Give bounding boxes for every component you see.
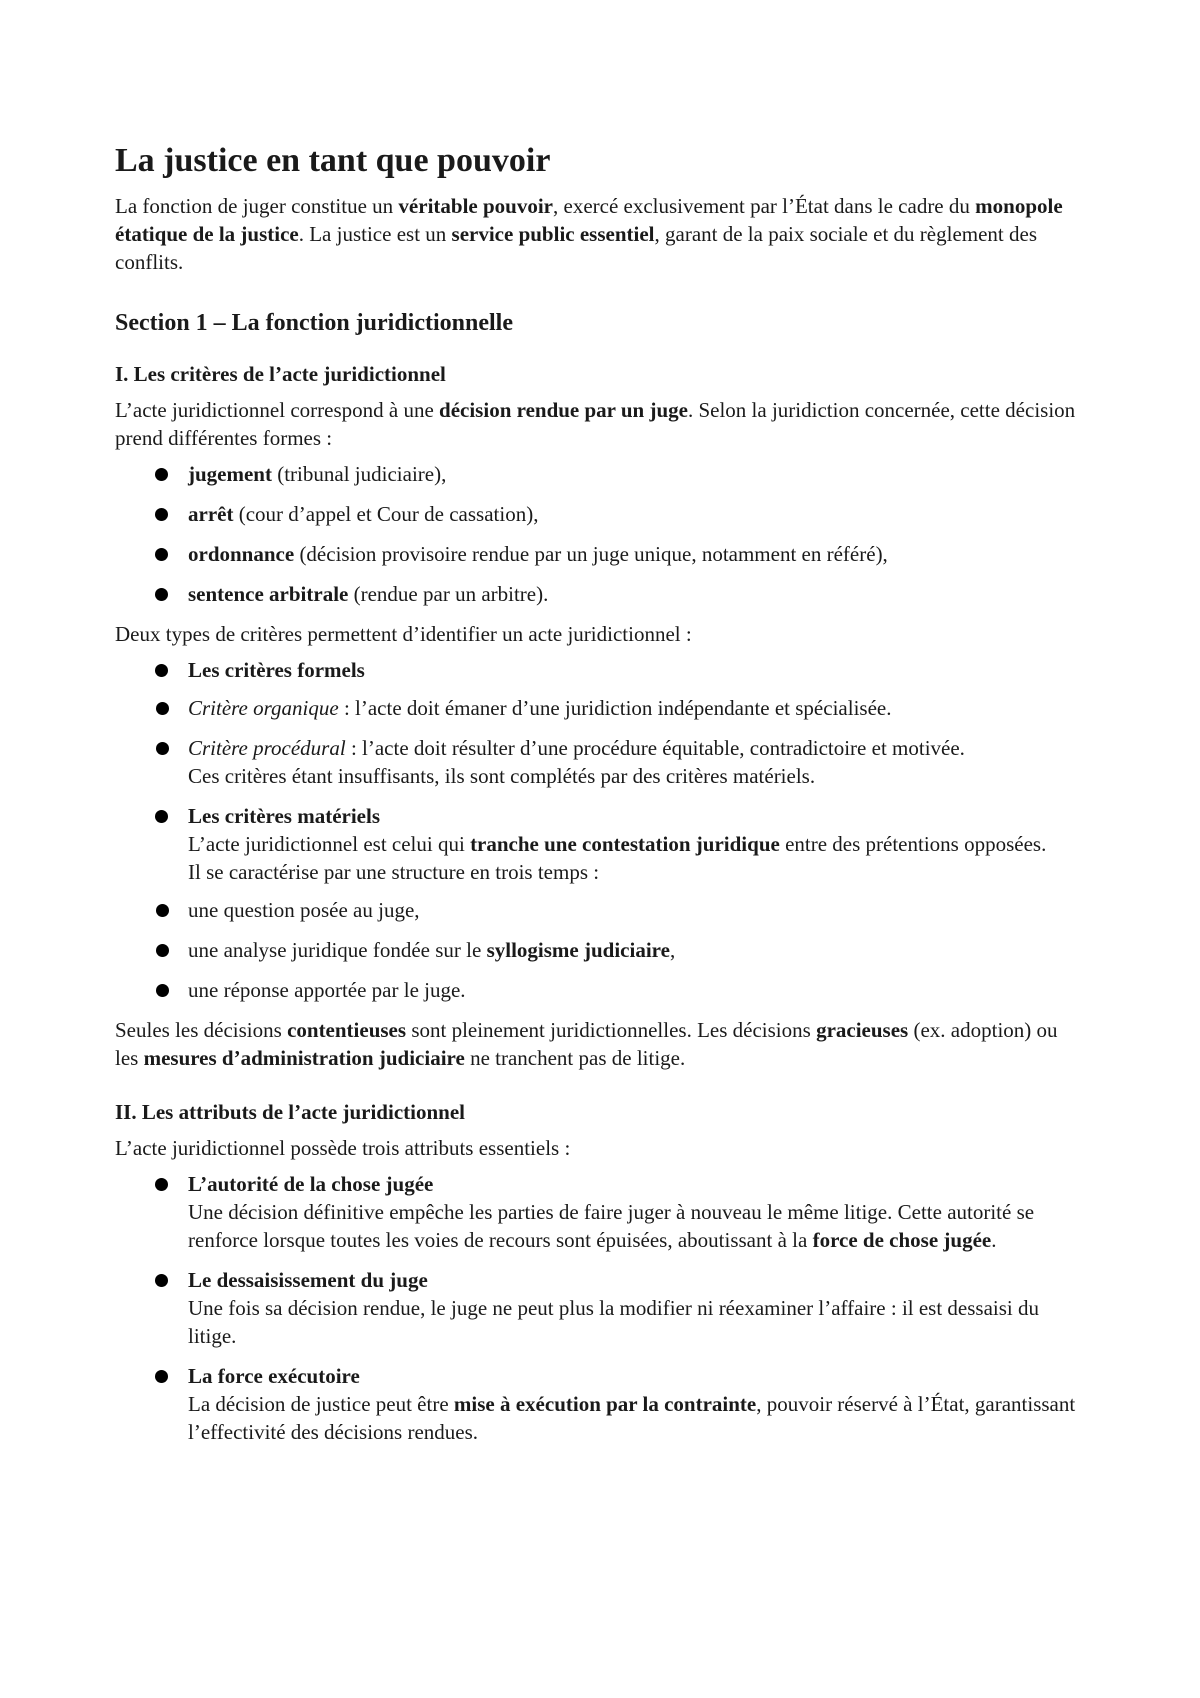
- materiels-sublist: [188, 896, 1085, 1004]
- list-item: La force exécutoire La décision de justice peut être mise à exécution par la contrainte, pouvoir réservé à l’État, garantissant l’effectivité des décisions rendues.: [115, 1362, 1085, 1446]
- list-item: Le dessaisissement du juge Une fois sa décision rendue, le juge ne peut plus la modifier ni réexaminer l’affaire : il est dessaisi du litige.: [115, 1266, 1085, 1350]
- page-title: La justice en tant que pouvoir: [115, 142, 551, 179]
- part-ii-paragraph-1: L’acte juridictionnel possède trois attributs essentiels :: [115, 1136, 571, 1160]
- list-item: une réponse apportée par le juge.: [151, 976, 1085, 1004]
- section-heading: Section 1 – La fonction juridictionnelle: [115, 310, 513, 336]
- part-ii-heading: II. Les attributs de l’acte juridictionnel: [115, 1100, 465, 1124]
- part-i-paragraph-1: L’acte juridictionnel correspond à une décision rendue par un juge. Selon la juridiction concernée, cette décision prend différentes formes :: [115, 398, 1076, 450]
- part-i-heading: I. Les critères de l’acte juridictionnel: [115, 362, 446, 386]
- list-item: arrêt (cour d’appel et Cour de cassation),: [115, 500, 1085, 528]
- list-item: L’autorité de la chose jugée Une décision définitive empêche les parties de faire juger à nouveau le même litige. Cette autorité se renforce lorsque toutes les voies de recours sont épuisées, aboutissant à la force de chose jugée.: [115, 1170, 1085, 1254]
- attributes-list: [115, 1170, 1085, 1446]
- list-item: Critère procédural : l’acte doit résulter d’une procédure équitable, contradictoire et motivée. Ces critères étant insuffisants, ils sont complétés par des critères matériels.: [151, 734, 1085, 790]
- list-item: une analyse juridique fondée sur le syllogisme judiciaire,: [151, 936, 1085, 964]
- list-item: une question posée au juge,: [151, 896, 1085, 924]
- criteria-list: [115, 656, 1085, 1004]
- list-item: sentence arbitrale (rendue par un arbitre).: [115, 580, 1085, 608]
- intro-paragraph: La fonction de juger constitue un véritable pouvoir, exercé exclusivement par l’État dans le cadre du monopole étatique de la justice. La justice est un service public essentiel, garant de la paix sociale et du règlement des conflits.: [115, 194, 1063, 274]
- list-item: ordonnance (décision provisoire rendue par un juge unique, notamment en référé),: [115, 540, 1085, 568]
- forms-list: [115, 460, 1085, 608]
- criteria-formels: Les critères formels Critère organique : l’acte doit émaner d’une juridiction indépendante et spécialisée. Critère procédural : l’acte doit résulter d’une procédure équitable, contradictoire et motivée. Ces critères étant insuffisants, ils sont complétés par des critères matériels.: [115, 656, 1085, 790]
- part-i-paragraph-3: Seules les décisions contentieuses sont pleinement juridictionnelles. Les décisions gracieuses (ex. adoption) ou les mesures d’administration judiciaire ne tranchent pas de litige.: [115, 1018, 1058, 1070]
- part-i-paragraph-2: Deux types de critères permettent d’identifier un acte juridictionnel :: [115, 622, 692, 646]
- formels-sublist: [188, 694, 1085, 790]
- list-item: jugement (tribunal judiciaire),: [115, 460, 1085, 488]
- criteria-materiels: Les critères matériels L’acte juridictionnel est celui qui tranche une contestation juridique entre des prétentions opposées. Il se caractérise par une structure en trois temps : une question posée au juge, une analyse juridique fondée sur le syllogisme judiciaire, une réponse apportée par le juge.: [115, 802, 1085, 1004]
- list-item: Critère organique : l’acte doit émaner d’une juridiction indépendante et spécialisée.: [151, 694, 1085, 722]
